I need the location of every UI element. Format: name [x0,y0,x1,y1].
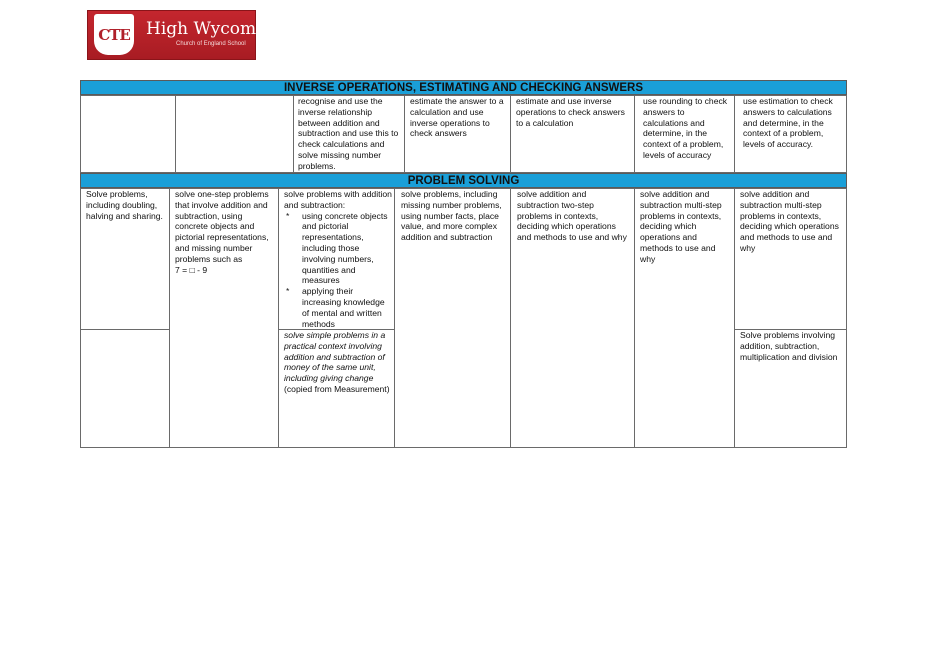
problem-cell-1 [80,188,170,330]
inverse-text-5: estimate and use inverse operations to check answers to a calculation [516,96,625,128]
school-name: High Wycombe [146,19,278,39]
problem-text-6: solve addition and subtraction multi-step problems in contexts, deciding which operations and methods to use and why [640,189,722,264]
list-item: * using concrete objects and pictorial representations, including those involving numbers, quantities and measures [284,211,392,287]
inverse-cell-4 [404,95,511,173]
problem-text-5: solve addition and subtraction two-step problems in contexts, deciding which operations and methods to use and why [517,189,627,243]
problem-cell-1-lower [80,329,170,448]
problem-cell-6 [634,188,735,448]
problem-text-2: solve one-step problems that involve addition and subtraction, using concrete objects and pictorial representations, and missing number problems such as [175,189,269,264]
problem-text-1: Solve problems, including doubling, halving and sharing. [86,189,163,221]
problem-cell-7 [734,188,847,330]
inverse-cell-3 [293,95,405,173]
inverse-text-6: use rounding to check answers to calculations and determine, in the context of a problem, levels of accuracy [643,96,728,160]
inverse-text-3: recognise and use the inverse relationship between addition and subtraction and use this to check calculations and solve missing number problems. [298,96,399,171]
problem-text-3: solve problems with addition and subtraction: [284,189,392,210]
inverse-cell-7 [734,95,847,173]
logo-initials: CTE [98,25,130,44]
copied-note: (copied from Measurement) [284,383,390,394]
school-subtitle: Church of England School [176,41,246,47]
problem-bullet-list [284,211,392,330]
inverse-cell-1 [80,95,176,173]
problem-cell-7-lower [734,329,847,448]
school-crest-icon [94,14,134,55]
inverse-operations-header: INVERSE OPERATIONS, ESTIMATING AND CHECKING ANSWERS [80,80,847,95]
inverse-cell-2 [175,95,294,173]
problem-cell-5 [510,188,635,448]
problem-cell-4 [394,188,511,448]
problem-text-7: solve addition and subtraction multi-step problems in contexts, deciding which operations and methods to use and why [740,189,839,253]
missing-number-equation: 7 = □ - 9 [175,264,208,275]
inverse-text-7: use estimation to check answers to calculations and determine, in the context of a problem, levels of accuracy. [743,96,833,150]
problem-solving-header: PROBLEM SOLVING [80,173,847,188]
inverse-cell-6 [634,95,735,173]
money-problems-text: solve simple problems in a practical context involving addition and subtraction of money of the same unit, including giving change [284,330,386,384]
problem-cell-2 [169,188,279,448]
problem-cell-3 [278,188,395,330]
inverse-cell-5 [510,95,635,173]
problem-text-7-lower: Solve problems involving addition, subtraction, multiplication and division [740,330,838,362]
problem-text-4: solve problems, including missing number problems, using number facts, place value, and more complex addition and subtraction [401,189,502,243]
list-item: * applying their increasing knowledge of mental and written methods [284,286,392,329]
inverse-text-4: estimate the answer to a calculation and use inverse operations to check answers [410,96,504,139]
problem-cell-3-lower [278,329,395,448]
school-logo [87,10,278,60]
